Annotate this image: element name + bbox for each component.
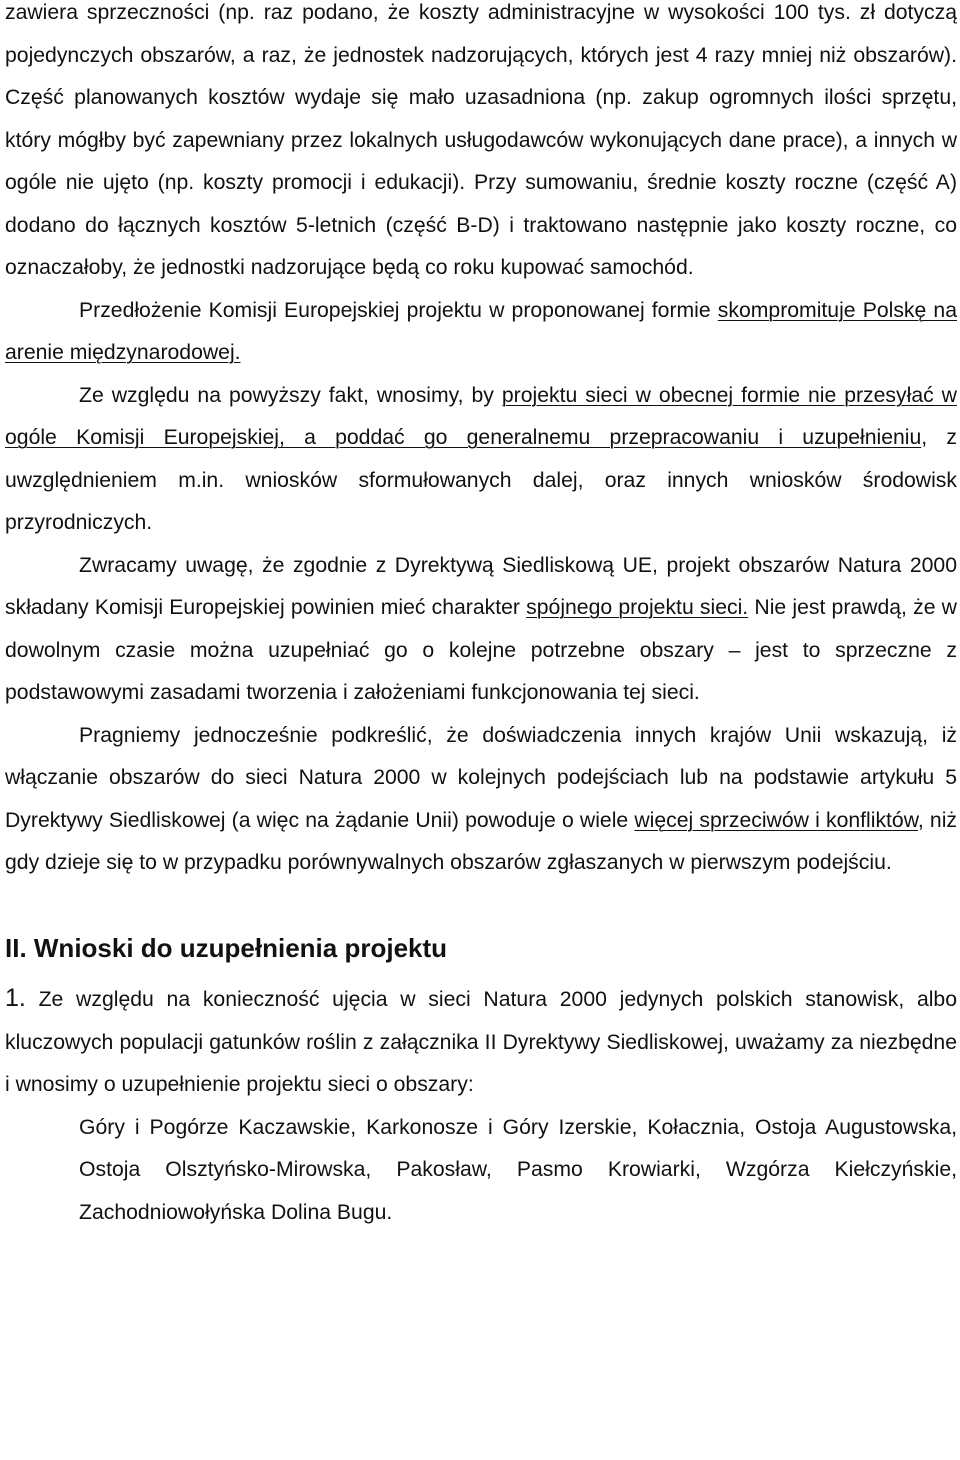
- underlined-text: projektu sieci w obecnej formie nie przesyłać w ogóle Komisji Europejskiej, a poddać go generalnemu przepracowaniu i uzupełnieniu: [5, 383, 957, 449]
- paragraph-text: Ze względu na powyższy fakt, wnosimy, by: [79, 383, 502, 407]
- paragraph-text: Pragniemy jednocześnie podkreślić, że doświadczenia innych krajów Unii wskazują, iż włączanie obszarów do sieci Natura 2000 w kolejnych podejściach lub na podstawie artykułu 5 Dyrektywy Siedliskowej (a więc na żądanie Unii) powoduje o wiele: [5, 723, 957, 832]
- paragraph-text: zawiera sprzeczności (np. raz podano, że koszty administracyjne w wysokości 100 tys. zł dotyczą pojedynczych obszarów, a raz, że jednostek nadzorujących, których jest 4 razy mniej niż obszarów). Część planowanych kosztów wydaje się mało uzasadniona (np. zakup ogromnych ilości sprzętu, który mógłby być zapewniany przez lokalnych usługodawców wykonujących dane prace), a innych w ogóle nie ujęto (np. koszty promocji i edukacji). Przy sumowaniu, średnie koszty roczne (część A) dodano do łącznych kosztów 5-letnich (część B-D) i traktowano następnie jako koszty roczne, co oznaczałoby, że jednostki nadzorujące będą co roku kupować samochód.: [5, 1, 957, 279]
- underlined-text: więcej sprzeciwów i konfliktów: [634, 808, 918, 832]
- paragraph-experience: [5, 715, 957, 885]
- paragraph-costs: [5, 0, 957, 290]
- paragraph-request: [5, 375, 957, 545]
- paragraph-text: Przedłożenie Komisji Europejskiej projektu w proponowanej formie: [79, 298, 718, 322]
- paragraph-text: , niż gdy dzieje się to w przypadku porównywalnych obszarów zgłaszanych w pierwszym podejściu.: [5, 808, 957, 874]
- paragraph-directive: [5, 545, 957, 715]
- section-heading: II. Wnioski do uzupełnienia projektu: [5, 932, 448, 963]
- document-page: [5, 0, 957, 1234]
- paragraph-compromise: [5, 290, 957, 375]
- underlined-text: skompromituje Polskę na arenie międzynarodowej.: [5, 298, 957, 364]
- underlined-text: spójnego projektu sieci.: [526, 596, 749, 619]
- numbered-item-1: [5, 977, 957, 1107]
- paragraph-text: , z uwzględnieniem m.in. wniosków sformułowanych dalej, oraz innych wniosków środowisk przyrodniczych.: [5, 426, 957, 534]
- item-number: 1.: [5, 984, 26, 1012]
- paragraph-text: Nie jest prawdą, że w dowolnym czasie można uzupełniać go o kolejne potrzebne obszary – jest to sprzeczne z podstawowymi zasadami tworzenia i założeniami funkcjonowania tej sieci.: [5, 596, 957, 704]
- item-text: Ze względu na konieczność ujęcia w sieci Natura 2000 jedynych polskich stanowisk, albo kluczowych populacji gatunków roślin z załącznika II Dyrektywy Siedliskowej, uważamy za niezbędne i wnosimy o uzupełnienie projektu sieci o obszary:: [5, 988, 957, 1096]
- area-list: Góry i Pogórze Kaczawskie, Karkonosze i Góry Izerskie, Kołacznia, Ostoja Augustowska, Ostoja Olsztyńsko-Mirowska, Pakosław, Pasmo Krowiarki, Wzgórza Kiełczyńskie, Zachodniowołyńska Dolina Bugu.: [79, 1115, 957, 1224]
- paragraph-text: Zwracamy uwagę, że zgodnie z Dyrektywą Siedliskową UE, projekt obszarów Natura 2000 składany Komisji Europejskiej powinien mieć charakter: [5, 553, 957, 619]
